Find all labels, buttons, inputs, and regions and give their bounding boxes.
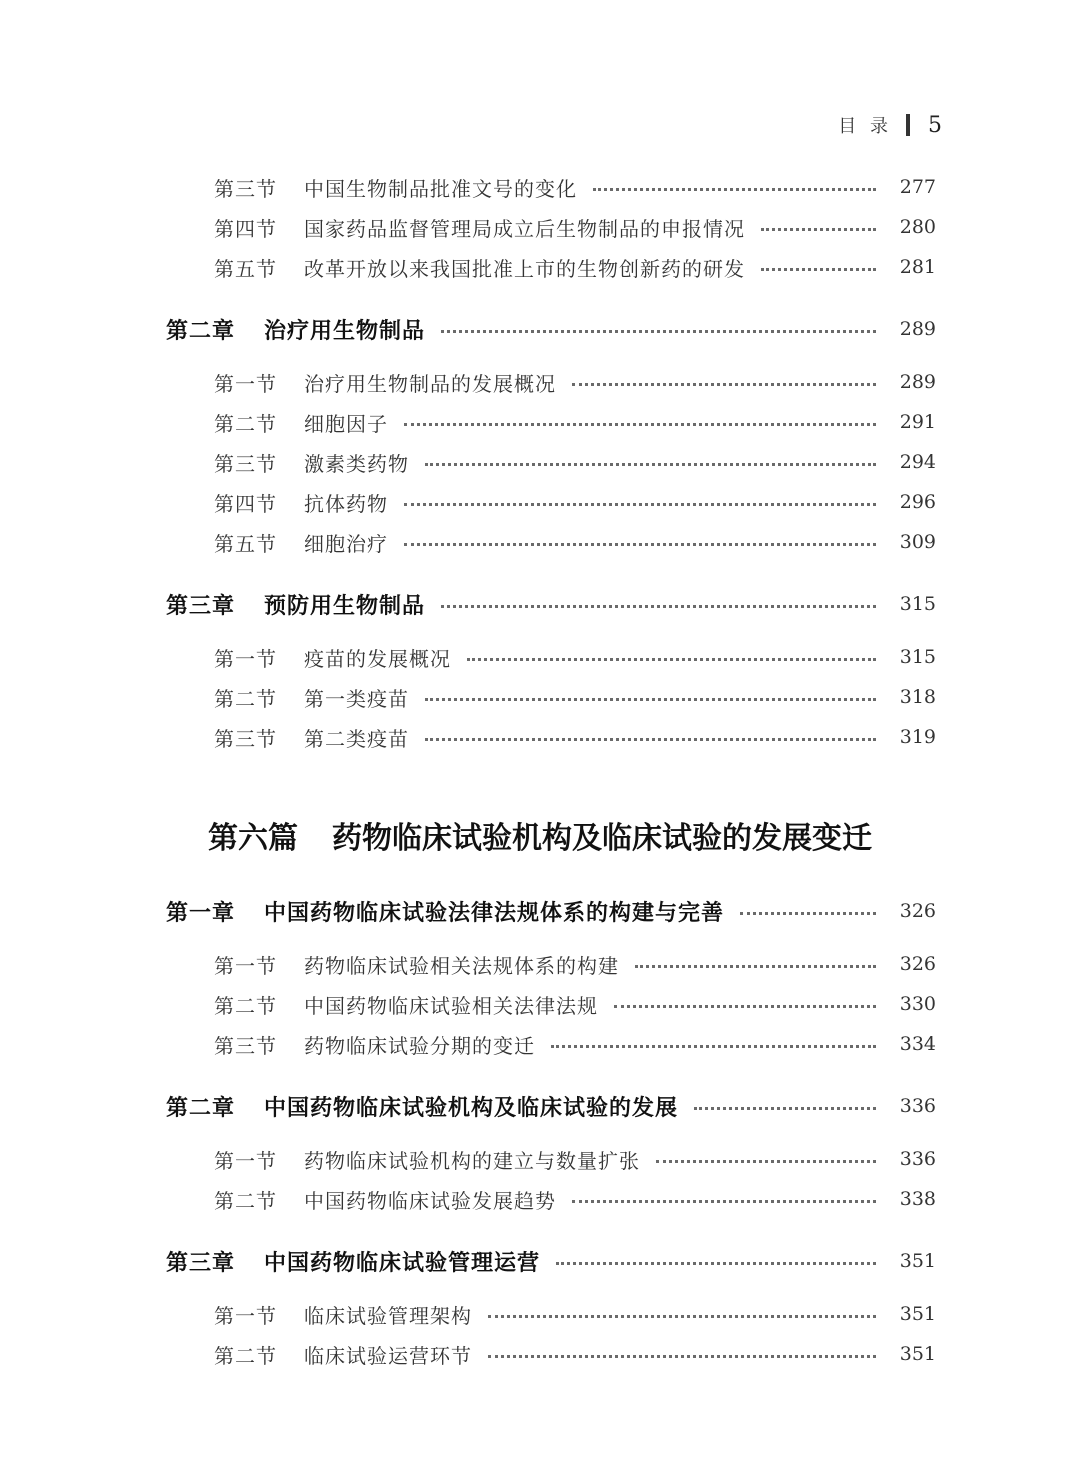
entry-page-number: 289: [899, 371, 936, 393]
toc-section-entry: [0, 1294, 1080, 1334]
page-header: [838, 110, 942, 140]
section-number: 第二节: [214, 1188, 277, 1213]
dot-leader: [488, 1355, 876, 1358]
toc-chapter-entry: [0, 1086, 1080, 1126]
chapter-number: 第三章: [166, 593, 236, 619]
chapter-number: 第二章: [166, 318, 236, 344]
entry-page-number: 315: [899, 646, 936, 668]
section-title: 中国药物临床试验相关法律法规: [304, 993, 598, 1018]
toc-section-entry: [0, 637, 1080, 677]
section-number: 第一节: [214, 646, 277, 671]
chapter-title: 中国药物临床试验机构及临床试验的发展: [264, 1095, 679, 1121]
entry-page-number: 294: [899, 451, 936, 473]
dot-leader: [488, 1315, 876, 1318]
dot-leader: [404, 503, 876, 506]
toc-section-entry: [0, 944, 1080, 984]
entry-page-number: 351: [899, 1250, 936, 1272]
toc-chapter-entry: [0, 891, 1080, 931]
section-title: 国家药品监督管理局成立后生物制品的申报情况: [304, 216, 745, 241]
toc-section-entry: [0, 677, 1080, 717]
entry-page-number: 326: [899, 953, 936, 975]
section-number: 第三节: [214, 176, 277, 201]
section-title: 疫苗的发展概况: [304, 646, 451, 671]
entry-page-number: 334: [899, 1033, 936, 1055]
entry-page-number: 309: [899, 531, 936, 553]
chapter-number: 第二章: [166, 1095, 236, 1121]
part-heading: [0, 810, 1080, 860]
toc-chapter-entry: [0, 309, 1080, 349]
dot-leader: [761, 268, 876, 271]
chapter-number: 第一章: [166, 900, 236, 926]
entry-page-number: 318: [899, 686, 936, 708]
entry-page-number: 326: [899, 900, 936, 922]
toc-section-entry: [0, 167, 1080, 207]
toc-section-entry: [0, 717, 1080, 757]
section-title: 细胞因子: [304, 411, 388, 436]
section-title: 抗体药物: [304, 491, 388, 516]
part-number: 第六篇: [208, 821, 298, 856]
section-number: 第二节: [214, 993, 277, 1018]
section-number: 第一节: [214, 953, 277, 978]
dot-leader: [761, 228, 876, 231]
entry-page-number: 330: [899, 993, 936, 1015]
entry-page-number: 351: [899, 1303, 936, 1325]
toc-section-entry: [0, 522, 1080, 562]
toc-section-entry: [0, 207, 1080, 247]
dot-leader: [656, 1160, 876, 1163]
toc-chapter-entry: [0, 584, 1080, 624]
chapter-title: 治疗用生物制品: [264, 318, 426, 344]
section-number: 第二节: [214, 686, 277, 711]
dot-leader: [635, 965, 876, 968]
section-title: 第一类疫苗: [304, 686, 409, 711]
section-number: 第三节: [214, 1033, 277, 1058]
section-title: 激素类药物: [304, 451, 409, 476]
dot-leader: [551, 1045, 876, 1048]
section-title: 治疗用生物制品的发展概况: [304, 371, 556, 396]
chapter-title: 中国药物临床试验管理运营: [264, 1250, 541, 1276]
toc-section-entry: [0, 247, 1080, 287]
toc-chapter-entry: [0, 1241, 1080, 1281]
chapter-number: 第三章: [166, 1250, 236, 1276]
section-title: 中国生物制品批准文号的变化: [304, 176, 577, 201]
section-title: 第二类疫苗: [304, 726, 409, 751]
section-title: 细胞治疗: [304, 531, 388, 556]
toc-section-entry: [0, 482, 1080, 522]
entry-page-number: 336: [899, 1148, 936, 1170]
entry-page-number: 319: [899, 726, 936, 748]
toc-section-entry: [0, 362, 1080, 402]
entry-page-number: 315: [899, 593, 936, 615]
dot-leader: [441, 330, 876, 333]
section-number: 第五节: [214, 256, 277, 281]
section-title: 药物临床试验分期的变迁: [304, 1033, 535, 1058]
entry-page-number: 277: [899, 176, 936, 198]
dot-leader: [556, 1262, 876, 1265]
dot-leader: [404, 543, 876, 546]
section-title: 药物临床试验相关法规体系的构建: [304, 953, 619, 978]
toc-section-entry: [0, 1334, 1080, 1374]
dot-leader: [404, 423, 876, 426]
section-number: 第一节: [214, 1303, 277, 1328]
entry-page-number: 289: [899, 318, 936, 340]
section-title: 临床试验运营环节: [304, 1343, 472, 1368]
dot-leader: [425, 463, 876, 466]
toc-section-entry: [0, 1024, 1080, 1064]
section-title: 药物临床试验机构的建立与数量扩张: [304, 1148, 640, 1173]
section-number: 第一节: [214, 1148, 277, 1173]
toc-section-entry: [0, 442, 1080, 482]
dot-leader: [425, 738, 876, 741]
section-number: 第二节: [214, 411, 277, 436]
dot-leader: [467, 658, 876, 661]
entry-page-number: 291: [899, 411, 936, 433]
section-title: 临床试验管理架构: [304, 1303, 472, 1328]
section-number: 第三节: [214, 451, 277, 476]
section-number: 第五节: [214, 531, 277, 556]
section-number: 第二节: [214, 1343, 277, 1368]
dot-leader: [740, 912, 876, 915]
chapter-title: 预防用生物制品: [264, 593, 426, 619]
section-number: 第一节: [214, 371, 277, 396]
part-title: 药物临床试验机构及临床试验的发展变迁: [332, 821, 872, 856]
toc-section-entry: [0, 1139, 1080, 1179]
dot-leader: [694, 1107, 876, 1110]
toc-section-entry: [0, 402, 1080, 442]
dot-leader: [572, 1200, 876, 1203]
entry-page-number: 281: [899, 256, 936, 278]
section-number: 第四节: [214, 491, 277, 516]
section-number: 第三节: [214, 726, 277, 751]
dot-leader: [425, 698, 876, 701]
toc-section-entry: [0, 984, 1080, 1024]
dot-leader: [572, 383, 876, 386]
page-number: 5: [928, 112, 942, 138]
section-number: 第四节: [214, 216, 277, 241]
header-divider: [906, 114, 910, 136]
entry-page-number: 336: [899, 1095, 936, 1117]
chapter-title: 中国药物临床试验法律法规体系的构建与完善: [264, 900, 725, 926]
dot-leader: [441, 605, 876, 608]
dot-leader: [614, 1005, 876, 1008]
entry-page-number: 338: [899, 1188, 936, 1210]
section-title: 中国药物临床试验发展趋势: [304, 1188, 556, 1213]
toc-section-entry: [0, 1179, 1080, 1219]
entry-page-number: 296: [899, 491, 936, 513]
dot-leader: [593, 188, 876, 191]
entry-page-number: 351: [899, 1343, 936, 1365]
section-title: 改革开放以来我国批准上市的生物创新药的研发: [304, 256, 745, 281]
entry-page-number: 280: [899, 216, 936, 238]
running-section-label: 目 录: [838, 116, 892, 137]
